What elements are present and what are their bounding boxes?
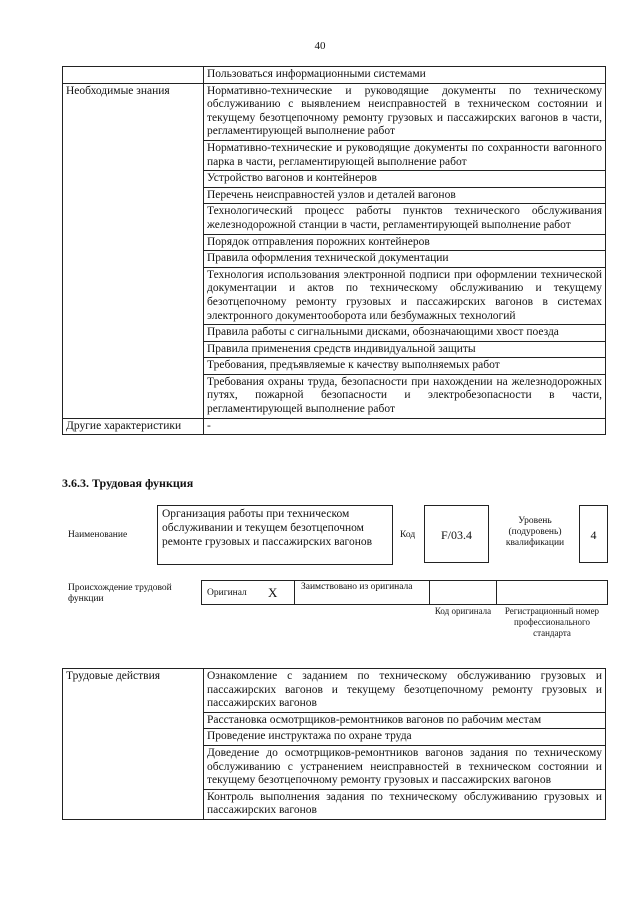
row-item: Правила применения средств индивидуальной защиты: [204, 341, 606, 358]
name-label: Наименование: [68, 530, 128, 540]
row-label: [63, 67, 204, 84]
row-item: Устройство вагонов и контейнеров: [204, 171, 606, 188]
row-label-actions: Трудовые действия: [63, 669, 204, 820]
original-mark: X: [268, 585, 278, 600]
table-row: [63, 67, 606, 84]
level-value: 4: [590, 528, 597, 542]
reg-number-cell: [496, 580, 608, 605]
section-title: 3.6.3. Трудовая функция: [62, 476, 194, 490]
row-label-knowledge: Необходимые знания: [63, 83, 204, 418]
row-item: Расстановка осмотрщиков-ремонтников вагонов по рабочим местам: [204, 712, 606, 729]
function-name-box: [157, 505, 393, 565]
row-item: Правила работы с сигнальными дисками, обозначающими хвост поезда: [204, 325, 606, 342]
code-box: [424, 505, 489, 563]
original-cell: [201, 580, 295, 605]
reg-number-caption: Регистрационный номер профессионального стандарта: [504, 606, 600, 638]
original-code-caption: Код оригинала: [434, 606, 492, 616]
row-item: Технологический процесс работы пунктов технического обслуживания железнодорожной станции в части, регламентирующей выполнение работ: [204, 204, 606, 234]
row-item: Требования охраны труда, безопасности при нахождении на железнодорожных путях, пожарной безопасности и электробезопасности в части, регламентирующей выполнение работ: [204, 374, 606, 418]
row-label-other: Другие характеристики: [63, 418, 204, 435]
table-row: [63, 669, 606, 713]
borrowed-cell: [294, 580, 430, 605]
borrowed-label: Заимствовано из оригинала: [301, 582, 413, 592]
row-item: -: [204, 418, 606, 435]
level-box: [579, 505, 608, 563]
requirements-table: [62, 66, 606, 435]
code-label: Код: [400, 530, 416, 540]
function-name: Организация работы при техническом обслуживании и текущем безотцепочном ремонте грузовых и пассажирских вагонов: [162, 508, 373, 548]
row-item: Контроль выполнения задания по техническому обслуживанию грузовых и пассажирских вагонов: [204, 789, 606, 819]
level-label: Уровень (подуровень) квалификации: [505, 516, 565, 548]
row-item: Технология использования электронной подписи при оформлении технической документации и актов по техническому обслуживанию и текущему безотцепочному ремонту грузовых и пассажирских вагонов в системах электронного документооборота или безбумажных технологий: [204, 267, 606, 324]
row-item: Проведение инструктажа по охране труда: [204, 729, 606, 746]
row-item: Ознакомление с заданием по техническому обслуживанию грузовых и пассажирских вагонов и текущему безотцепочному ремонту грузовых и пассажирских вагонов: [204, 669, 606, 713]
row-item: Правила оформления технической документации: [204, 251, 606, 268]
row-item: Нормативно-технические и руководящие документы по сохранности вагонного парка в части, регламентирующей выполнение работ: [204, 140, 606, 170]
row-item: Перечень неисправностей узлов и деталей вагонов: [204, 187, 606, 204]
table-row: [63, 83, 606, 140]
row-item: Доведение до осмотрщиков-ремонтников вагонов задания по техническому обслуживанию с устранением неисправностей в техническом состоянии и текущему безотцепочному ремонту грузовых и пассажирских вагонов: [204, 745, 606, 789]
origin-label: Происхождение трудовой функции: [68, 583, 172, 604]
row-item: Требования, предъявляемые к качеству выполняемых работ: [204, 358, 606, 375]
page-number: 40: [314, 40, 326, 52]
code-value: F/03.4: [440, 528, 472, 542]
original-label: Оригинал: [207, 588, 247, 598]
labor-actions-table: [62, 668, 606, 820]
row-item: Нормативно-технические и руководящие документы по техническому обслуживанию с выявлением неисправностей в техническом состоянии и текущему безотцепочному ремонту грузовых и пассажирских вагонов в части, регламентирующей выполнение работ: [204, 83, 606, 140]
row-item: Пользоваться информационными системами: [204, 67, 606, 84]
row-item: Порядок отправления порожних контейнеров: [204, 234, 606, 251]
original-code-cell: [429, 580, 497, 605]
table-row: [63, 418, 606, 435]
